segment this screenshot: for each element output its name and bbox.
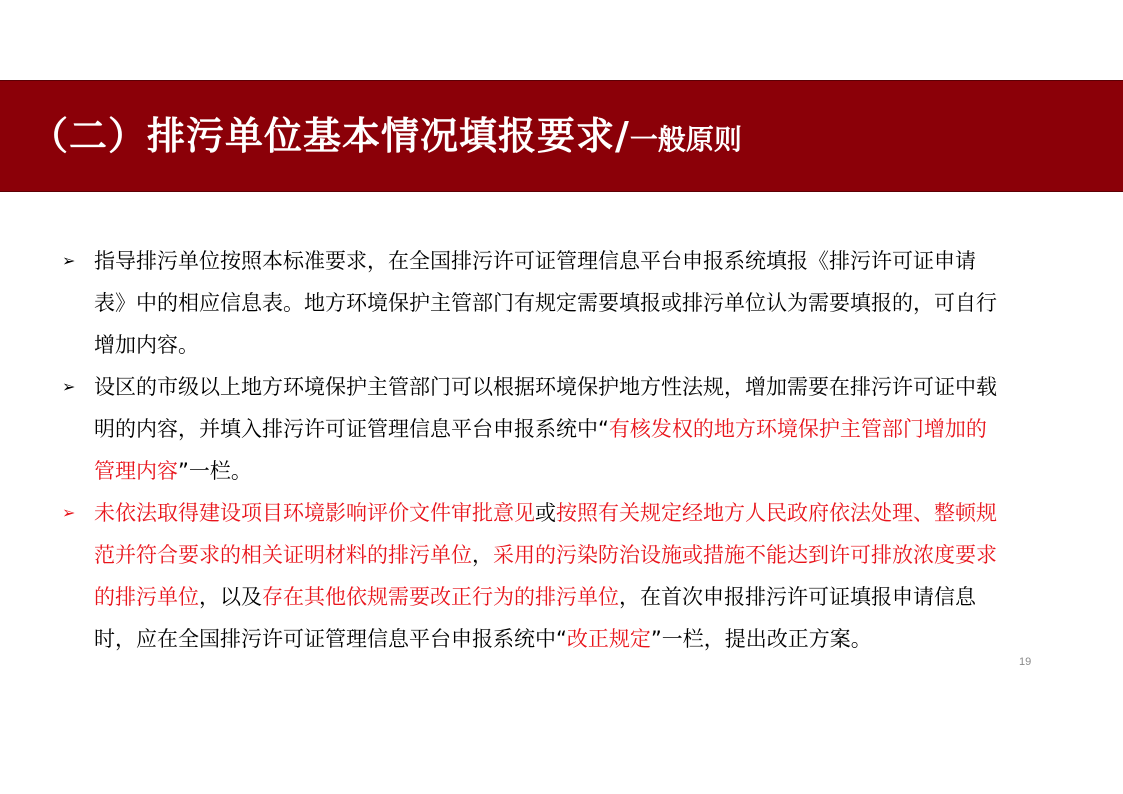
bullet-3-highlight-b: 按照有关规定经地方人民政府依法处理、整顿规范并符合要求的相关证明材料的排污单位 (94, 501, 997, 567)
bullet-3-highlight-d: 存在其他依规需要改正行为的排污单位 (262, 585, 619, 609)
bullet-3-text-a: 或 (535, 501, 556, 525)
bullet-3-highlight-a: 未依法取得建设项目环境影响评价文件审批意见 (94, 501, 535, 525)
bullet-3-highlight-c: 采用的污染防治设施或措施不能达到许可排放浓度要求的排污单位 (94, 543, 997, 609)
bullet-item-2 (62, 366, 997, 492)
bullet-list (62, 240, 997, 660)
slide-title-sub: 一般原则 (629, 123, 742, 156)
bullet-arrow-icon: ➢ (62, 377, 76, 396)
bullet-arrow-icon: ➢ (62, 503, 76, 522)
bullet-2-highlight: 有核发权的地方环境保护主管部门增加的管理内容 (94, 417, 987, 483)
bullet-2-text-b: ”一栏。 (178, 459, 252, 483)
page-number: 19 (1019, 656, 1032, 668)
title-bar (0, 80, 1123, 192)
slide-title (30, 108, 742, 168)
bullet-item-1 (62, 240, 997, 366)
bullet-3-text-d: ，在首次申报排污许可证填报申请信息时，应在全国排污许可证管理信息平台申报系统中“ (94, 585, 976, 651)
bullet-3-text-e: ”一栏，提出改正方案。 (650, 627, 872, 651)
bullet-3-text-b: ， (472, 543, 493, 567)
bullet-arrow-icon: ➢ (62, 251, 76, 270)
bullet-item-3 (62, 492, 997, 660)
bullet-3-text-c: ，以及 (199, 585, 262, 609)
bullet-1-text: 指导排污单位按照本标准要求，在全国排污许可证管理信息平台申报系统填报《排污许可证申请表》中的相应信息表。地方环境保护主管部门有规定需要填报或排污单位认为需要填报的，可自行增加内容。 (94, 249, 997, 357)
bullet-3-highlight-e: 改正规定 (566, 627, 651, 651)
bullet-2-text-a: 设区的市级以上地方环境保护主管部门可以根据环境保护地方性法规，增加需要在排污许可证中载明的内容，并填入排污许可证管理信息平台申报系统中“ (94, 375, 997, 441)
slide-title-main: （二）排污单位基本情况填报要求/ (30, 114, 630, 158)
